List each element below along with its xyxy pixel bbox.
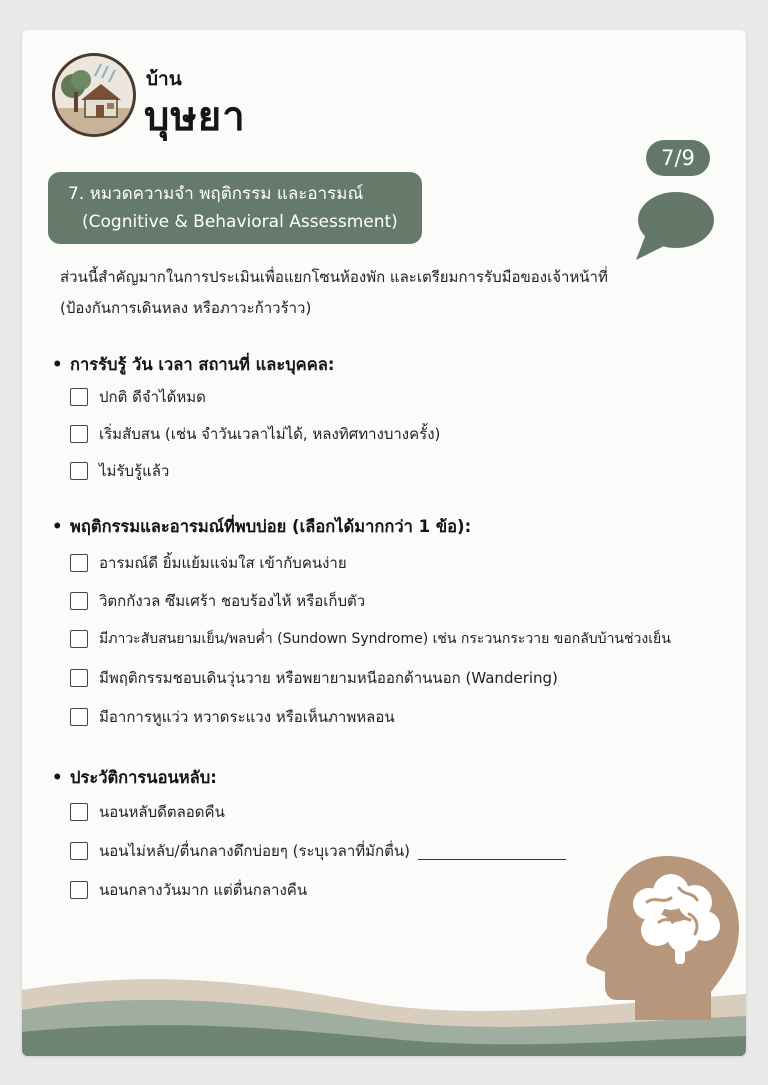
question-title-behavior: • พฤติกรรมและอารมณ์ที่พบบ่อย (เลือกได้มากกว่า 1 ข้อ): <box>52 517 472 536</box>
option-behavior-sundown[interactable]: มีภาวะสับสนยามเย็น/พลบค่ำ (Sundown Syndrome) เช่น กระวนกระวาย ขอกลับบ้านช่วงเย็น <box>70 627 671 651</box>
checkbox-icon[interactable] <box>70 592 88 610</box>
checkbox-icon[interactable] <box>70 669 88 687</box>
house-tree-logo-icon <box>52 53 136 137</box>
checkbox-icon[interactable] <box>70 425 88 443</box>
checkbox-icon[interactable] <box>70 881 88 899</box>
section-title-en: (Cognitive & Behavioral Assessment) <box>82 212 398 232</box>
option-orientation-confused[interactable]: เริ่มสับสน (เช่น จำวันเวลาไม่ได้, หลงทิศทางบางครั้ง) <box>70 422 440 446</box>
option-behavior-cheerful[interactable]: อารมณ์ดี ยิ้มแย้มแจ่มใส เข้ากับคนง่าย <box>70 551 347 575</box>
option-orientation-normal[interactable]: ปกติ ดีจำได้หมด <box>70 385 206 409</box>
option-sleep-insomnia[interactable]: นอนไม่หลับ/ตื่นกลางดึกบ่อยๆ (ระบุเวลาที่มักตื่น) <box>70 839 566 863</box>
option-behavior-wandering[interactable]: มีพฤติกรรมชอบเดินวุ่นวาย หรือพยายามหนีออกด้านนอก (Wandering) <box>70 666 558 690</box>
checkbox-icon[interactable] <box>70 708 88 726</box>
intro-line-1: ส่วนนี้สำคัญมากในการประเมินเพื่อแยกโซนห้องพัก และเตรียมการรับมือของเจ้าหน้าที่ <box>60 268 608 286</box>
section-header <box>48 172 422 244</box>
brand-small-text: บ้าน <box>146 68 182 90</box>
brand-name: บุษยา <box>144 94 246 140</box>
checkbox-icon[interactable] <box>70 803 88 821</box>
section-title-th: 7. หมวดความจำ พฤติกรรม และอารมณ์ <box>68 184 364 204</box>
option-behavior-anxious[interactable]: วิตกกังวล ซึมเศร้า ชอบร้องไห้ หรือเก็บตัว <box>70 589 365 613</box>
checkbox-icon[interactable] <box>70 462 88 480</box>
head-brain-icon <box>579 852 745 1020</box>
option-sleep-good[interactable]: นอนหลับดีตลอดคืน <box>70 800 225 824</box>
question-title-sleep: • ประวัติการนอนหลับ: <box>52 768 217 787</box>
page-indicator: 7/9 <box>646 140 710 176</box>
checkbox-icon[interactable] <box>70 388 88 406</box>
option-sleep-daytime[interactable]: นอนกลางวันมาก แต่ตื่นกลางคืน <box>70 878 307 902</box>
question-title-orientation: • การรับรู้ วัน เวลา สถานที่ และบุคคล: <box>52 355 335 374</box>
checkbox-icon[interactable] <box>70 554 88 572</box>
option-behavior-hallucination[interactable]: มีอาการหูแว่ว หวาดระแวง หรือเห็นภาพหลอน <box>70 705 395 729</box>
wake-time-blank-field[interactable] <box>418 843 566 860</box>
form-page <box>22 30 746 1056</box>
checkbox-icon[interactable] <box>70 842 88 860</box>
option-orientation-none[interactable]: ไม่รับรู้แล้ว <box>70 459 169 483</box>
intro-line-2: (ป้องกันการเดินหลง หรือภาวะก้าวร้าว) <box>60 299 312 317</box>
intro-text <box>60 262 720 324</box>
speech-bubble-icon <box>632 188 716 264</box>
checkbox-icon[interactable] <box>70 630 88 648</box>
